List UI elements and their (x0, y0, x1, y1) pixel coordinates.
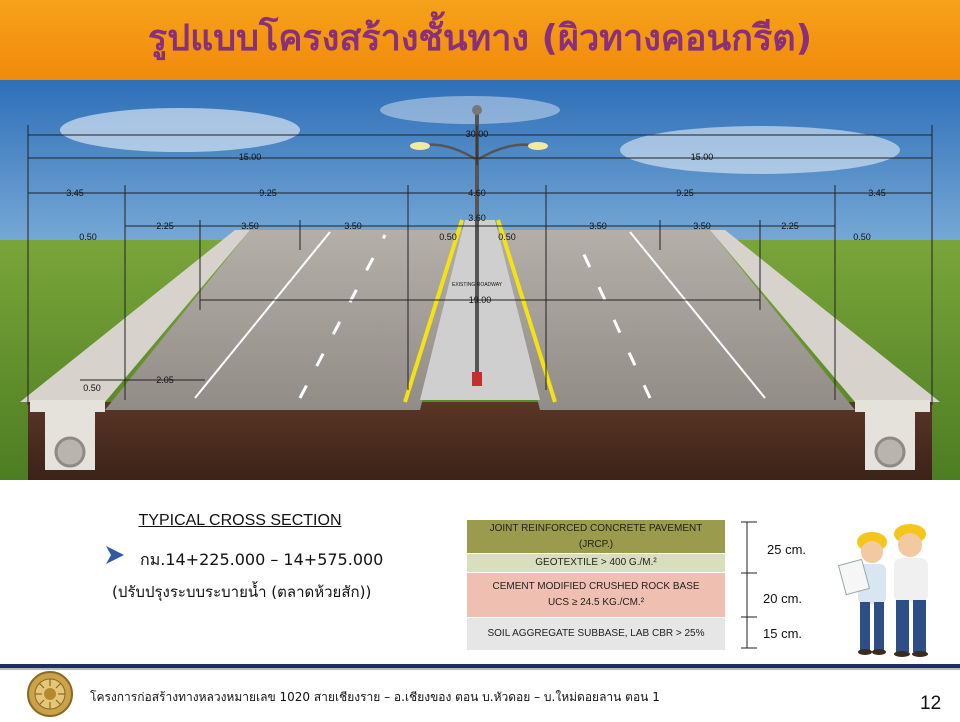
dim-lane-l2: 3.50 (344, 221, 362, 231)
cross-section-heading: TYPICAL CROSS SECTION (138, 512, 342, 529)
dim-half-left: 15.00 (238, 152, 262, 162)
street-light-base (472, 372, 482, 386)
station-note: (ปรับปรุงระบบระบายน้ำ (ตลาดห้วยสัก)) (112, 583, 372, 601)
dim-median-center: 3.60 (468, 213, 486, 223)
street-light-top (472, 105, 482, 115)
dim-right-offset: 0.50 (853, 232, 871, 242)
dim-roadway-width: 19.00 (468, 295, 492, 305)
road-cross-section-illustration (0, 80, 960, 480)
left-drain-pipe (56, 438, 84, 466)
layer-jrcp-line1: JOINT REINFORCED CONCRETE PAVEMENT (489, 522, 703, 534)
engineer-left (839, 532, 887, 655)
department-seal-logo (26, 670, 74, 718)
dim-lane-r2: 3.50 (693, 221, 711, 231)
page-title: รูปแบบโครงสร้างชั้นทาง (ผิวทางคอนกรีต) (147, 18, 813, 59)
dim-median-left-curb: 0.50 (439, 232, 457, 242)
left-curb (30, 400, 105, 412)
dim-right-carriageway: 9.25 (676, 188, 694, 198)
thickness-jrcp: 25 cm. (767, 542, 807, 557)
dim-left-carriageway: 9.25 (259, 188, 277, 198)
layer-geotextile-line1: GEOTEXTILE > 400 G./M.² (535, 557, 657, 568)
dim-lane-r1: 3.50 (589, 221, 607, 231)
dim-right-shoulder: 2.25 (781, 221, 799, 231)
layer-crushed-rock-base (467, 573, 725, 618)
dim-left-shoulder: 2.25 (156, 221, 174, 231)
soil-base (28, 402, 932, 480)
thickness-base: 20 cm. (763, 591, 803, 606)
street-light-lamp (528, 142, 548, 150)
engineer-right (894, 524, 928, 657)
dim-right-sidewalk: 3.45 (868, 188, 886, 198)
dim-bottom-walkway: 2.05 (156, 375, 174, 385)
layer-base-line2: UCS ≥ 24.5 KG./CM.² (547, 597, 645, 608)
thickness-subbase: 15 cm. (763, 626, 803, 641)
layer-jrcp-line2: (JRCP.) (578, 538, 614, 550)
layer-geotextile (467, 554, 725, 573)
dim-half-right: 15.00 (690, 152, 714, 162)
engineers-illustration (834, 512, 944, 662)
layer-jrcp (467, 520, 725, 554)
street-light-lamp (410, 142, 430, 150)
cloud (380, 96, 560, 124)
dim-median: 4.60 (468, 188, 486, 198)
dim-left-offset: 0.50 (79, 232, 97, 242)
bullet-arrow-icon (104, 544, 126, 566)
dim-left-sidewalk: 3.45 (66, 188, 84, 198)
project-name: โครงการก่อสร้างทางหลวงหมายเลข 1020 สายเชียงราย – อ.เชียงของ ตอน บ.หัวดอย – บ.ใหม่ดอยลาน ตอน 1 (90, 690, 660, 704)
thickness-scale (737, 520, 847, 650)
layer-subbase (467, 618, 725, 651)
layer-base-line1: CEMENT MODIFIED CRUSHED ROCK BASE (492, 581, 700, 592)
pavement-layers-table (467, 520, 725, 651)
station-range: กม.14+225.000 – 14+575.000 (140, 550, 384, 569)
label-existing-roadway: EXISTING ROADWAY (451, 282, 503, 288)
footer-divider-shadow (0, 668, 960, 670)
cloud (60, 108, 300, 152)
dim-bottom-offset: 0.50 (83, 383, 101, 393)
dim-lane-l1: 3.50 (241, 221, 259, 231)
dim-total-width: 30.00 (465, 129, 489, 139)
right-drain-pipe (876, 438, 904, 466)
right-curb (855, 400, 930, 412)
cloud (620, 126, 900, 174)
page-number: 12 (920, 693, 942, 714)
dim-median-right-curb: 0.50 (498, 232, 516, 242)
layer-subbase-line1: SOIL AGGREGATE SUBBASE, LAB CBR > 25% (487, 628, 705, 639)
